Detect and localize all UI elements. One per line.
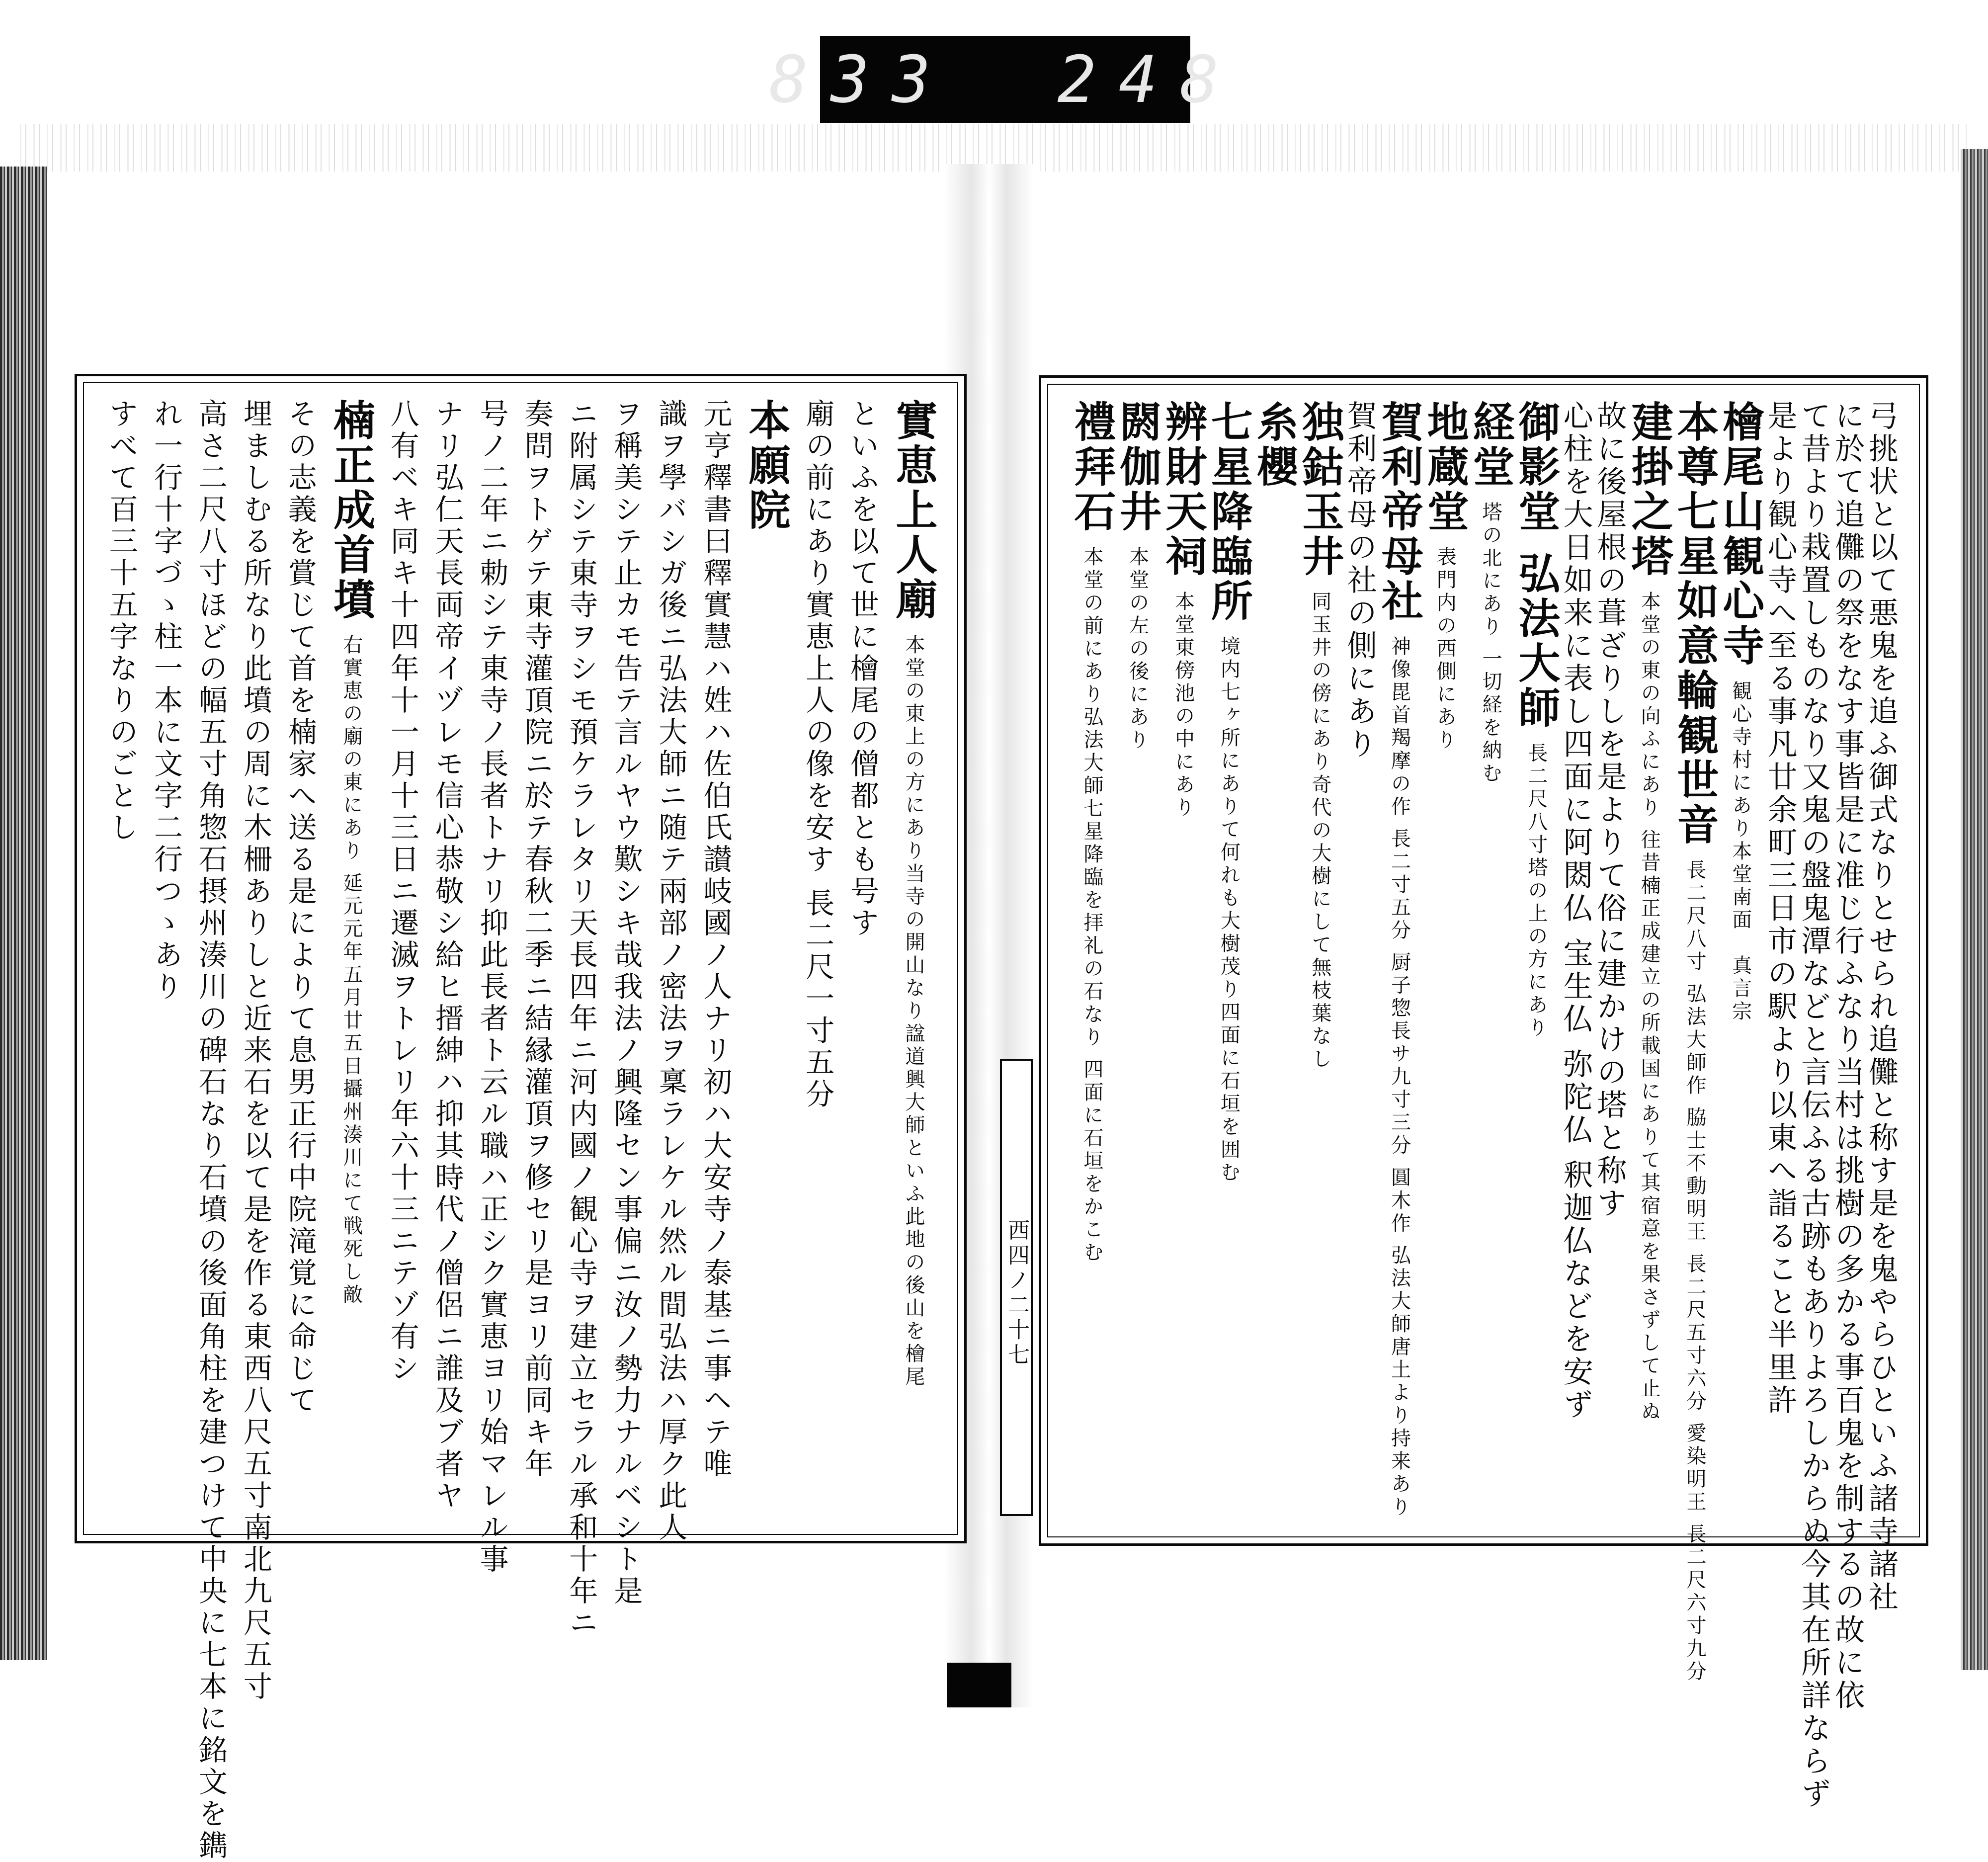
right-body-text: 是より観心寺へ至る事凡廿余町三日市の駅より以東へ詣ること半里許 (1762, 400, 1798, 1417)
right-entry-note: 表門内の西側にあり (1433, 546, 1457, 752)
left-body-text: 廟の前にあり實恵上人の像を安す 長二尺一寸五分 (801, 399, 835, 1111)
right-entry-note: 長二尺八寸 弘法大師作 脇士不動明王 長二尺五寸六分 愛染明王 長二尺六寸九分 (1683, 859, 1706, 1684)
left-column (654, 399, 688, 1544)
right-entry-heading: 糸櫻 (1250, 400, 1300, 490)
right-entry-note: 境内七ヶ所にありて何れも大樹茂り四面に石垣を囲む (1217, 636, 1241, 1185)
right-entry-note: 長二尺八寸塔の上の方にあり (1524, 743, 1548, 1040)
right-entry-heading: 本尊七星如意輪観世音 (1670, 400, 1720, 847)
right-entry-note: 本堂の左の後にあり (1126, 546, 1149, 752)
right-column (1592, 400, 1627, 1514)
right-column (1625, 400, 1674, 1514)
left-entry-heading: 本願院 (742, 399, 792, 533)
left-entry-heading: 實恵上人廟 (889, 399, 938, 622)
left-column (238, 399, 272, 1703)
reel-counter (769, 36, 1242, 123)
reel-frame-number: 248 (1057, 41, 1242, 117)
right-body-text: に於て追儺の祭をなす事皆是に准じ行ふなり当村は挑樹の多かる事百鬼を制するの故に依 (1830, 400, 1865, 1712)
right-column (1250, 400, 1300, 1514)
right-entry-note: 本堂の前にあり弘法大師七星降臨を拝礼の石なり 四面に石垣をかこむ (1080, 546, 1103, 1265)
right-entry-heading: 辨財天祠 (1159, 400, 1208, 579)
right-column (1068, 400, 1117, 1514)
left-body-text: すべて百三十五字なりのごとし (104, 399, 138, 844)
right-entry-heading: 七星降臨所 (1204, 400, 1254, 624)
right-entry-heading: 経堂 (1466, 400, 1516, 490)
right-entry-note: 本堂東傍池の中にあり (1171, 591, 1195, 820)
right-column (1863, 400, 1899, 1614)
right-column (1558, 400, 1593, 1514)
left-body-text: ヲ稱美シテ止カモ告テ言ルヤウ歎シキ哉我法ノ興隆セン事偏ニ汝ノ勢力ナルベシト是 (609, 399, 643, 1608)
left-body-text: 号ノ二年ニ勅シテ東寺ノ長者トナリ抑此長者ト云ル職ハ正シク實恵ヨリ始マレル事 (475, 399, 509, 1576)
left-entry-heading: 楠正成首墳 (327, 399, 376, 622)
left-column (385, 399, 419, 1511)
page-number-tab: 西四ノ二十七 (1000, 1059, 1033, 1516)
right-entry-note: 観心寺村にあり本堂南面 真言宗 (1729, 680, 1752, 1023)
left-body-text: といふを以て世に檜尾の僧都とも号す (845, 399, 879, 939)
right-column (1375, 400, 1424, 1519)
right-column (1670, 400, 1720, 1684)
right-page-columns (1068, 400, 1899, 1811)
left-body-text: ニ附属シテ東寺ヲシモ預ケラレタリ天長四年ニ河内國ノ観心寺ヲ建立セラル承和十年ニ (564, 399, 598, 1639)
right-column (1113, 400, 1162, 1514)
left-column (889, 399, 938, 1511)
right-column (1342, 400, 1377, 1514)
left-column (149, 399, 183, 1511)
left-entry-note: 本堂の東上の方にあり当寺の開山なり諡道興大師といふ此地の後山を檜尾 (902, 634, 925, 1389)
left-column (327, 399, 376, 1511)
right-body-text: 心柱を大日如来に表し四面に阿閦仏 宝生仏 弥陀仏 釈迦仏などを安ず (1558, 400, 1593, 1422)
left-column (283, 399, 317, 1511)
left-body-text: その志義を賞じて首を楠家へ送る是によりて息男正行中院滝覚に命じて (283, 399, 317, 1417)
left-body-text: 奏問ヲトゲテ東寺灌頂院ニ於テ春秋二季ニ結縁灌頂ヲ修セリ是ヨリ前同キ年 (519, 399, 554, 1480)
right-column (1466, 400, 1516, 1514)
book-edge-right (1961, 149, 1988, 1670)
gutter-shadow-block (947, 1663, 1011, 1707)
left-column (609, 399, 643, 1608)
right-page-frame (1039, 375, 1928, 1811)
right-column (1295, 400, 1345, 1514)
left-column (519, 399, 554, 1511)
right-body-text: 弓挑状と以て悪鬼を追ふ御式なりとせられ追儺と称す是を鬼やらひといふ諸寺諸社 (1863, 400, 1899, 1614)
left-body-text: れ一行十字づゝ柱一本に文字二行つゝあり (149, 399, 183, 1003)
left-column (193, 399, 228, 1862)
right-entry-heading: 閼伽井 (1113, 400, 1162, 534)
right-column (1762, 400, 1798, 1514)
right-entry-heading: 御影堂 弘法大師 (1511, 400, 1561, 731)
right-entry-note: 塔の北にあり 一切経を納む (1479, 502, 1502, 785)
right-column (1159, 400, 1208, 1514)
right-entry-note: 神像毘首羯摩の作 長二寸五分 厨子惣長サ九寸三分 圓木作 弘法大師唐土より持来あり (1388, 636, 1411, 1519)
book-edge-left (0, 167, 47, 1660)
left-column (742, 399, 792, 1511)
left-column (801, 399, 835, 1511)
left-page-frame (75, 374, 967, 1862)
right-column (1796, 400, 1831, 1811)
right-entry-note: 同玉井の傍にあり奇代の大樹にして無枝葉なし (1308, 591, 1331, 1071)
left-body-text: 元亨釋書曰釋實慧ハ姓ハ佐伯氏讃岐國ノ人ナリ初ハ大安寺ノ泰基ニ事ヘテ唯 (698, 399, 733, 1480)
right-column (1420, 400, 1470, 1514)
right-body-text: て昔より栽置しものなり又鬼の盤鬼潭などと言伝ふる古跡もありよろしからぬ今其在所詳ならず (1796, 400, 1831, 1811)
left-column (564, 399, 598, 1639)
right-entry-heading: 賀利帝母社 (1375, 400, 1424, 624)
right-body-text: 故に後屋根の葺ざりしを是よりて俗に建かけの塔と称す (1592, 400, 1627, 1220)
left-column (845, 399, 879, 1511)
left-entry-note: 右實恵の廟の東にあり 延元元年五月廿五日攝州湊川にて戦死し敵 (339, 634, 363, 1307)
right-column (1830, 400, 1865, 1712)
right-column (1204, 400, 1254, 1514)
left-body-text: ナリ弘仁天長両帝イヅレモ信心恭敬シ給ヒ搢紳ハ抑其時代ノ僧侶ニ誰及ブ者ヤ (430, 399, 464, 1512)
left-page-columns (104, 399, 938, 1862)
left-body-text: 埋ましむる所なり此墳の周に木柵ありしと近来石を以て是を作る東西八尺五寸南北九尺五寸 (238, 399, 272, 1703)
right-column (1716, 400, 1765, 1514)
left-column (430, 399, 464, 1512)
left-column (104, 399, 138, 1511)
left-body-text: 識ヲ學バシガ後ニ弘法大師ニ随テ兩部ノ密法ヲ稟ラレケル然ル間弘法ハ厚ク此人 (654, 399, 688, 1544)
right-entry-heading: 檜尾山観心寺 (1716, 400, 1765, 669)
left-body-text: 高さ二尺八寸ほどの幅五寸角惣石摂州湊川の碑石なり石墳の後面角柱を建つけて中央に七本に銘文を鐫 (193, 399, 228, 1862)
right-column (1511, 400, 1561, 1514)
right-entry-note: 本堂の東の向ふにあり 往昔楠正成建立の所載国にありて其宿意を果さずして止ぬ (1638, 591, 1661, 1424)
left-column (698, 399, 733, 1511)
right-entry-heading: 建掛之塔 (1625, 400, 1674, 579)
right-entry-heading: 独鈷玉井 (1295, 400, 1345, 579)
reel-roll-number: 833 (769, 41, 953, 117)
right-entry-heading: 地蔵堂 (1420, 400, 1470, 534)
right-body-text: 賀利帝母の社の側にあり (1342, 400, 1377, 761)
right-entry-heading: 禮拜石 (1068, 400, 1117, 534)
left-column (475, 399, 509, 1576)
left-body-text: 八有ベキ同キ十四年十一月十三日ニ遷滅ヲトレリ年六十三ニテゾ有シ (385, 399, 419, 1385)
